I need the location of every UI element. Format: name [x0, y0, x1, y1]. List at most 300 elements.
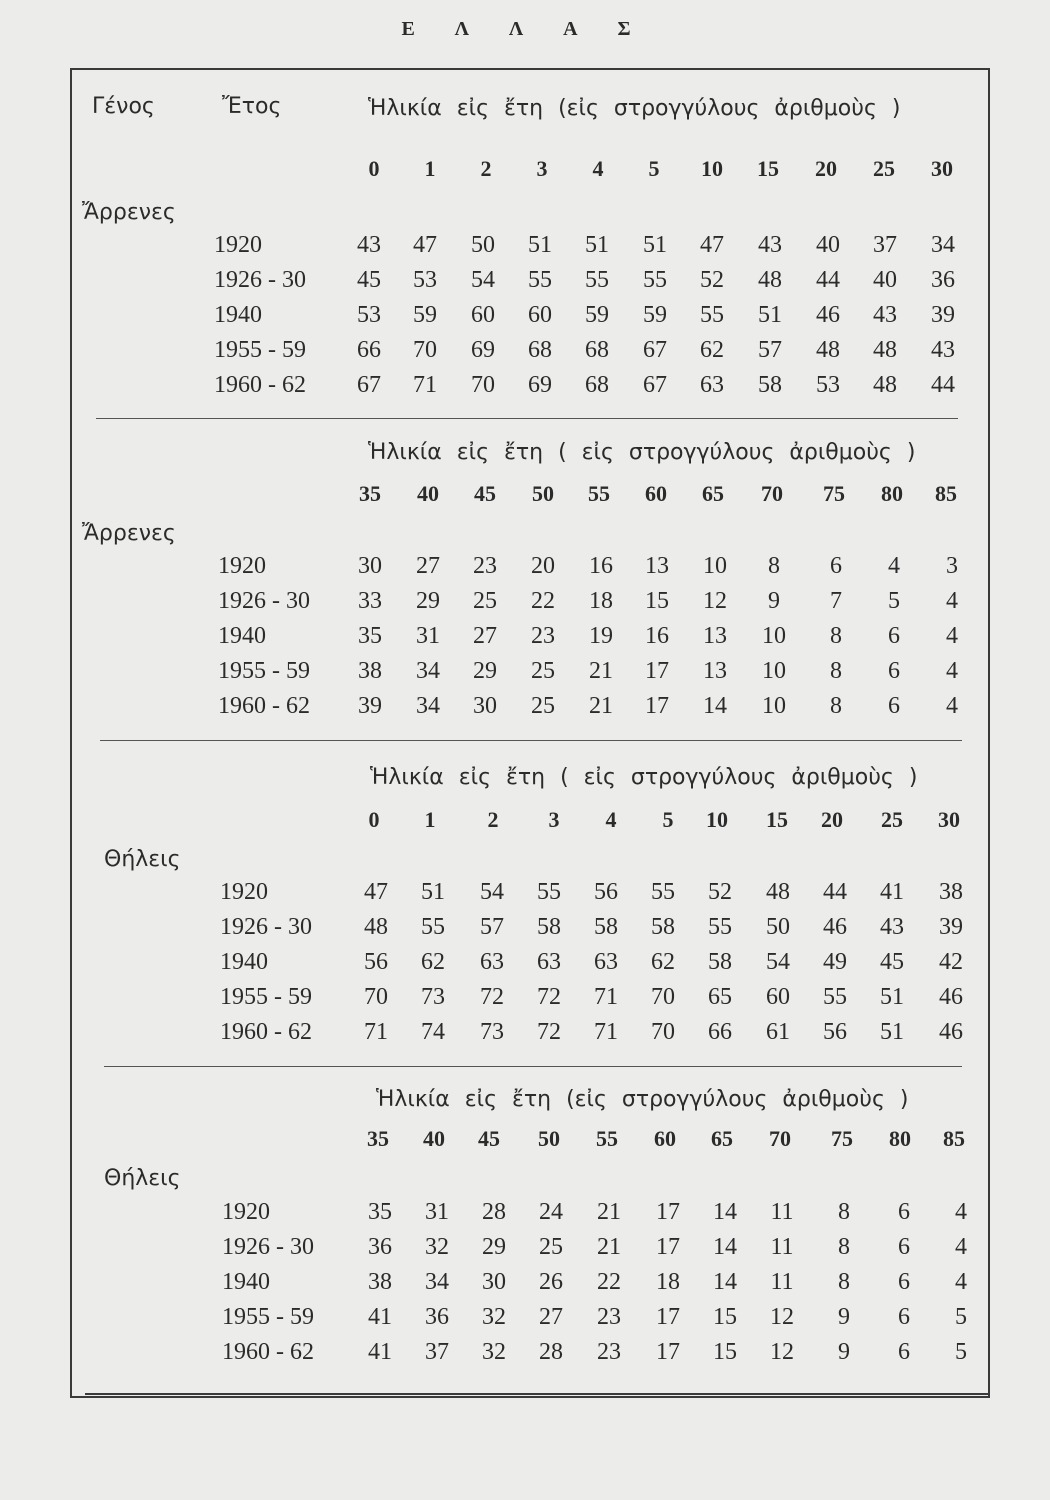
value-cell: 18	[656, 1269, 680, 1295]
value-cell: 4	[946, 588, 958, 614]
value-cell: 60	[766, 984, 790, 1010]
value-cell: 10	[703, 553, 727, 579]
value-cell: 55	[708, 914, 732, 940]
value-cell: 44	[823, 879, 847, 905]
value-cell: 45	[880, 949, 904, 975]
age-header-cell: 2	[487, 807, 499, 832]
value-cell: 53	[357, 302, 381, 328]
age-header-cell: 20	[821, 807, 843, 832]
value-cell: 62	[651, 949, 675, 975]
age-header-cell: 55	[596, 1126, 618, 1151]
group-label: Ἄρρενες	[82, 521, 176, 546]
value-cell: 21	[597, 1199, 621, 1225]
table-row	[0, 337, 1050, 371]
age-header-cell: 45	[478, 1126, 500, 1151]
value-cell: 46	[816, 302, 840, 328]
value-cell: 35	[368, 1199, 392, 1225]
value-cell: 13	[703, 623, 727, 649]
group-label: Θήλεις	[104, 1166, 181, 1191]
table-row	[0, 1304, 1050, 1338]
age-header-cell: 40	[417, 481, 439, 506]
value-cell: 50	[766, 914, 790, 940]
value-cell: 47	[364, 879, 388, 905]
value-cell: 11	[770, 1234, 794, 1260]
value-cell: 4	[946, 693, 958, 719]
value-cell: 24	[539, 1199, 563, 1225]
value-cell: 11	[770, 1199, 794, 1225]
value-cell: 46	[823, 914, 847, 940]
value-cell: 16	[589, 553, 613, 579]
value-cell: 67	[357, 372, 381, 398]
value-cell: 51	[643, 232, 667, 258]
value-cell: 62	[700, 337, 724, 363]
age-header-cell: 25	[873, 156, 895, 181]
value-cell: 17	[645, 658, 669, 684]
value-cell: 34	[425, 1269, 449, 1295]
value-cell: 8	[838, 1234, 850, 1260]
year-cell: 1955 - 59	[214, 337, 306, 363]
value-cell: 58	[651, 914, 675, 940]
header-etos: Ἔτος	[222, 94, 282, 119]
value-cell: 73	[421, 984, 445, 1010]
age-header-cell: 15	[766, 807, 788, 832]
value-cell: 38	[368, 1269, 392, 1295]
value-cell: 68	[585, 337, 609, 363]
value-cell: 10	[762, 658, 786, 684]
value-cell: 25	[539, 1234, 563, 1260]
value-cell: 71	[364, 1019, 388, 1045]
value-cell: 48	[873, 372, 897, 398]
value-cell: 60	[471, 302, 495, 328]
value-cell: 27	[416, 553, 440, 579]
year-cell: 1920	[214, 232, 262, 258]
value-cell: 23	[473, 553, 497, 579]
age-header-cell: 50	[532, 481, 554, 506]
value-cell: 57	[758, 337, 782, 363]
value-cell: 23	[597, 1339, 621, 1365]
value-cell: 17	[645, 693, 669, 719]
page-title: Ε Λ Λ Α Σ	[401, 18, 649, 40]
year-cell: 1920	[222, 1199, 270, 1225]
value-cell: 27	[473, 623, 497, 649]
value-cell: 58	[708, 949, 732, 975]
table-row	[0, 267, 1050, 301]
value-cell: 9	[838, 1304, 850, 1330]
table-row	[0, 302, 1050, 336]
value-cell: 21	[589, 658, 613, 684]
value-cell: 51	[585, 232, 609, 258]
year-cell: 1960 - 62	[214, 372, 306, 398]
table-row	[0, 879, 1050, 913]
value-cell: 69	[471, 337, 495, 363]
value-cell: 19	[589, 623, 613, 649]
value-cell: 54	[766, 949, 790, 975]
value-cell: 4	[888, 553, 900, 579]
age-header-cell: 60	[654, 1126, 676, 1151]
table-row	[0, 914, 1050, 948]
value-cell: 66	[708, 1019, 732, 1045]
value-cell: 47	[700, 232, 724, 258]
age-header-cell: 65	[702, 481, 724, 506]
year-cell: 1926 - 30	[220, 914, 312, 940]
age-header-row	[0, 156, 1050, 186]
value-cell: 4	[955, 1269, 967, 1295]
year-cell: 1926 - 30	[214, 267, 306, 293]
age-header-cell: 20	[815, 156, 837, 181]
table-row	[0, 984, 1050, 1018]
value-cell: 28	[482, 1199, 506, 1225]
value-cell: 4	[946, 658, 958, 684]
value-cell: 34	[416, 658, 440, 684]
value-cell: 39	[939, 914, 963, 940]
value-cell: 40	[816, 232, 840, 258]
value-cell: 31	[416, 623, 440, 649]
value-cell: 40	[873, 267, 897, 293]
age-header-cell: 35	[359, 481, 381, 506]
value-cell: 71	[594, 984, 618, 1010]
value-cell: 4	[955, 1199, 967, 1225]
value-cell: 70	[471, 372, 495, 398]
value-cell: 23	[597, 1304, 621, 1330]
value-cell: 21	[597, 1234, 621, 1260]
section-heading: Ἡλικία εἰς ἔτη (εἰς στρογγύλους ἀριθμοὺς )	[376, 1087, 909, 1112]
value-cell: 51	[528, 232, 552, 258]
value-cell: 8	[830, 658, 842, 684]
value-cell: 48	[364, 914, 388, 940]
value-cell: 22	[531, 588, 555, 614]
value-cell: 56	[594, 879, 618, 905]
value-cell: 18	[589, 588, 613, 614]
value-cell: 29	[482, 1234, 506, 1260]
value-cell: 31	[425, 1199, 449, 1225]
value-cell: 7	[830, 588, 842, 614]
age-header-cell: 5	[648, 156, 660, 181]
value-cell: 55	[823, 984, 847, 1010]
value-cell: 12	[703, 588, 727, 614]
value-cell: 68	[585, 372, 609, 398]
value-cell: 35	[358, 623, 382, 649]
value-cell: 5	[888, 588, 900, 614]
value-cell: 62	[421, 949, 445, 975]
table-row	[0, 949, 1050, 983]
value-cell: 53	[413, 267, 437, 293]
value-cell: 57	[480, 914, 504, 940]
table-bottom-rule	[85, 1393, 990, 1395]
value-cell: 32	[482, 1339, 506, 1365]
age-header-cell: 0	[368, 807, 380, 832]
table-row	[0, 1019, 1050, 1053]
age-header-cell: 10	[706, 807, 728, 832]
table-row	[0, 232, 1050, 266]
table-row	[0, 693, 1050, 727]
value-cell: 63	[594, 949, 618, 975]
table-row	[0, 1269, 1050, 1303]
age-header-cell: 4	[605, 807, 617, 832]
value-cell: 8	[830, 623, 842, 649]
year-cell: 1960 - 62	[222, 1339, 314, 1365]
value-cell: 59	[643, 302, 667, 328]
value-cell: 33	[358, 588, 382, 614]
value-cell: 37	[425, 1339, 449, 1365]
value-cell: 55	[537, 879, 561, 905]
value-cell: 6	[898, 1199, 910, 1225]
value-cell: 8	[838, 1269, 850, 1295]
value-cell: 47	[413, 232, 437, 258]
value-cell: 21	[589, 693, 613, 719]
age-header-cell: 60	[645, 481, 667, 506]
value-cell: 15	[713, 1339, 737, 1365]
value-cell: 63	[480, 949, 504, 975]
value-cell: 17	[656, 1199, 680, 1225]
value-cell: 69	[528, 372, 552, 398]
age-header-cell: 15	[757, 156, 779, 181]
age-header-cell: 80	[889, 1126, 911, 1151]
year-cell: 1920	[220, 879, 268, 905]
year-cell: 1920	[218, 553, 266, 579]
value-cell: 49	[823, 949, 847, 975]
table-row	[0, 553, 1050, 587]
value-cell: 55	[585, 267, 609, 293]
value-cell: 29	[416, 588, 440, 614]
value-cell: 56	[364, 949, 388, 975]
value-cell: 48	[873, 337, 897, 363]
age-header-cell: 50	[538, 1126, 560, 1151]
value-cell: 54	[480, 879, 504, 905]
value-cell: 25	[531, 693, 555, 719]
value-cell: 16	[645, 623, 669, 649]
value-cell: 25	[531, 658, 555, 684]
value-cell: 63	[700, 372, 724, 398]
value-cell: 58	[537, 914, 561, 940]
age-header-cell: 70	[769, 1126, 791, 1151]
table-row	[0, 372, 1050, 406]
value-cell: 45	[357, 267, 381, 293]
group-label: Θήλεις	[104, 847, 181, 872]
age-header-cell: 0	[368, 156, 380, 181]
value-cell: 12	[770, 1339, 794, 1365]
value-cell: 4	[955, 1234, 967, 1260]
value-cell: 66	[357, 337, 381, 363]
value-cell: 67	[643, 337, 667, 363]
value-cell: 65	[708, 984, 732, 1010]
age-header-cell: 35	[367, 1126, 389, 1151]
value-cell: 34	[416, 693, 440, 719]
value-cell: 6	[898, 1304, 910, 1330]
age-header-cell: 85	[943, 1126, 965, 1151]
age-header-cell: 30	[931, 156, 953, 181]
value-cell: 14	[713, 1234, 737, 1260]
value-cell: 38	[939, 879, 963, 905]
value-cell: 8	[830, 693, 842, 719]
value-cell: 50	[471, 232, 495, 258]
value-cell: 6	[898, 1234, 910, 1260]
value-cell: 63	[537, 949, 561, 975]
value-cell: 70	[413, 337, 437, 363]
year-cell: 1940	[218, 623, 266, 649]
year-cell: 1960 - 62	[218, 693, 310, 719]
value-cell: 15	[713, 1304, 737, 1330]
age-header-row	[0, 1126, 1050, 1156]
age-header-cell: 30	[938, 807, 960, 832]
value-cell: 30	[482, 1269, 506, 1295]
value-cell: 13	[703, 658, 727, 684]
value-cell: 51	[758, 302, 782, 328]
age-header-cell: 65	[711, 1126, 733, 1151]
year-cell: 1940	[222, 1269, 270, 1295]
value-cell: 61	[766, 1019, 790, 1045]
value-cell: 48	[766, 879, 790, 905]
value-cell: 43	[758, 232, 782, 258]
value-cell: 15	[645, 588, 669, 614]
value-cell: 3	[946, 553, 958, 579]
age-header-cell: 75	[823, 481, 845, 506]
age-header-cell: 75	[831, 1126, 853, 1151]
value-cell: 41	[880, 879, 904, 905]
value-cell: 59	[585, 302, 609, 328]
value-cell: 46	[939, 984, 963, 1010]
value-cell: 38	[358, 658, 382, 684]
age-header-cell: 70	[761, 481, 783, 506]
value-cell: 36	[425, 1304, 449, 1330]
section-divider	[100, 740, 962, 741]
value-cell: 60	[528, 302, 552, 328]
value-cell: 39	[358, 693, 382, 719]
value-cell: 10	[762, 623, 786, 649]
value-cell: 6	[888, 658, 900, 684]
value-cell: 28	[539, 1339, 563, 1365]
value-cell: 10	[762, 693, 786, 719]
value-cell: 32	[425, 1234, 449, 1260]
section-heading: Ἡλικία εἰς ἔτη ( εἰς στρογγύλους ἀριθμοὺς )	[370, 765, 918, 790]
age-header-cell: 1	[424, 156, 436, 181]
year-cell: 1926 - 30	[218, 588, 310, 614]
value-cell: 6	[898, 1339, 910, 1365]
section-divider	[96, 418, 958, 419]
value-cell: 72	[480, 984, 504, 1010]
value-cell: 5	[955, 1339, 967, 1365]
value-cell: 13	[645, 553, 669, 579]
value-cell: 22	[597, 1269, 621, 1295]
value-cell: 51	[421, 879, 445, 905]
value-cell: 11	[770, 1269, 794, 1295]
age-header-row	[0, 481, 1050, 511]
value-cell: 5	[955, 1304, 967, 1330]
value-cell: 20	[531, 553, 555, 579]
value-cell: 72	[537, 984, 561, 1010]
table-row	[0, 623, 1050, 657]
age-header-cell: 25	[881, 807, 903, 832]
value-cell: 51	[880, 984, 904, 1010]
value-cell: 6	[898, 1269, 910, 1295]
value-cell: 58	[758, 372, 782, 398]
value-cell: 8	[838, 1199, 850, 1225]
value-cell: 17	[656, 1234, 680, 1260]
value-cell: 70	[651, 1019, 675, 1045]
section-heading: Ἡλικία εἰς ἔτη ( εἰς στρογγύλους ἀριθμοὺς )	[368, 440, 916, 465]
value-cell: 26	[539, 1269, 563, 1295]
table-row	[0, 588, 1050, 622]
year-cell: 1940	[214, 302, 262, 328]
value-cell: 72	[537, 1019, 561, 1045]
value-cell: 8	[768, 553, 780, 579]
value-cell: 56	[823, 1019, 847, 1045]
age-header-cell: 5	[662, 807, 674, 832]
value-cell: 54	[471, 267, 495, 293]
age-header-cell: 3	[536, 156, 548, 181]
year-cell: 1940	[220, 949, 268, 975]
age-header-row	[0, 807, 1050, 837]
value-cell: 67	[643, 372, 667, 398]
value-cell: 43	[880, 914, 904, 940]
value-cell: 9	[768, 588, 780, 614]
section-divider	[104, 1066, 962, 1067]
age-header-cell: 3	[548, 807, 560, 832]
value-cell: 52	[700, 267, 724, 293]
value-cell: 23	[531, 623, 555, 649]
table-row	[0, 658, 1050, 692]
age-header-cell: 4	[592, 156, 604, 181]
value-cell: 4	[946, 623, 958, 649]
value-cell: 71	[594, 1019, 618, 1045]
year-cell: 1955 - 59	[222, 1304, 314, 1330]
value-cell: 46	[939, 1019, 963, 1045]
value-cell: 52	[708, 879, 732, 905]
value-cell: 55	[700, 302, 724, 328]
value-cell: 44	[816, 267, 840, 293]
value-cell: 17	[656, 1304, 680, 1330]
value-cell: 6	[830, 553, 842, 579]
value-cell: 55	[651, 879, 675, 905]
value-cell: 14	[713, 1269, 737, 1295]
age-header-cell: 40	[423, 1126, 445, 1151]
value-cell: 6	[888, 693, 900, 719]
age-header-cell: 80	[881, 481, 903, 506]
value-cell: 9	[838, 1339, 850, 1365]
value-cell: 32	[482, 1304, 506, 1330]
group-label: Ἄρρενες	[82, 200, 176, 225]
value-cell: 17	[656, 1339, 680, 1365]
value-cell: 43	[931, 337, 955, 363]
value-cell: 39	[931, 302, 955, 328]
value-cell: 70	[364, 984, 388, 1010]
year-cell: 1926 - 30	[222, 1234, 314, 1260]
value-cell: 44	[931, 372, 955, 398]
value-cell: 30	[473, 693, 497, 719]
value-cell: 29	[473, 658, 497, 684]
age-header-cell: 45	[474, 481, 496, 506]
value-cell: 73	[480, 1019, 504, 1045]
age-header-cell: 85	[935, 481, 957, 506]
section-heading: Ἡλικία εἰς ἔτη (εἰς στρογγύλους ἀριθμοὺς )	[368, 96, 901, 121]
value-cell: 41	[368, 1339, 392, 1365]
value-cell: 14	[703, 693, 727, 719]
value-cell: 59	[413, 302, 437, 328]
value-cell: 34	[931, 232, 955, 258]
value-cell: 42	[939, 949, 963, 975]
year-cell: 1955 - 59	[220, 984, 312, 1010]
value-cell: 6	[888, 623, 900, 649]
header-genos: Γένος	[92, 94, 155, 119]
age-header-cell: 1	[424, 807, 436, 832]
value-cell: 14	[713, 1199, 737, 1225]
value-cell: 30	[358, 553, 382, 579]
value-cell: 53	[816, 372, 840, 398]
value-cell: 41	[368, 1304, 392, 1330]
value-cell: 43	[357, 232, 381, 258]
value-cell: 43	[873, 302, 897, 328]
value-cell: 70	[651, 984, 675, 1010]
value-cell: 55	[528, 267, 552, 293]
